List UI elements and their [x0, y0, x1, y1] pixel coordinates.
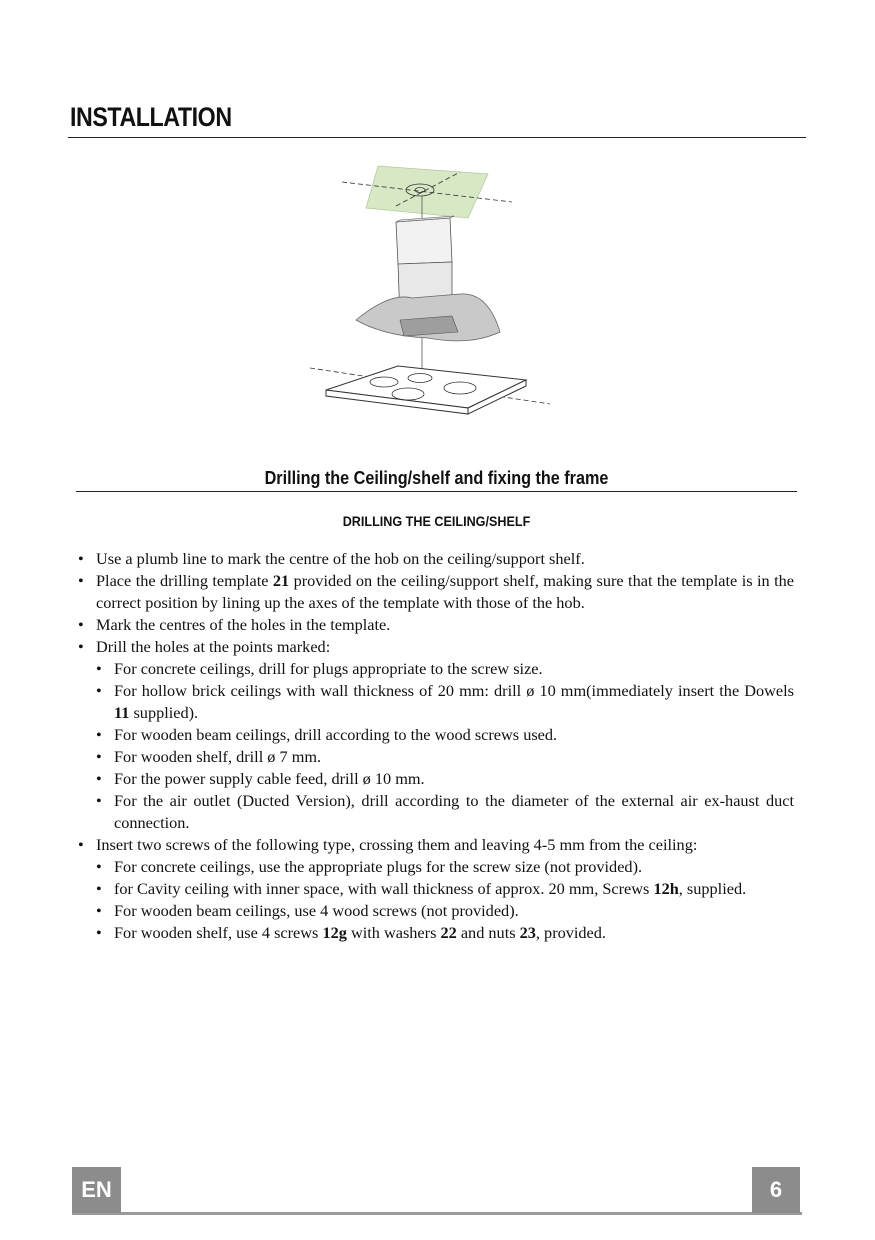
- sub-step-item: • For the air outlet (Ducted Version), drill according to the diameter of the external air ex-haust duct connection.: [96, 790, 794, 834]
- footer-bar: [72, 1212, 802, 1215]
- page-number: 6: [752, 1167, 800, 1213]
- part-number: 12g: [322, 923, 347, 942]
- sub-step-item: • For concrete ceilings, use the appropriate plugs for the screw size (not provided).: [96, 856, 794, 878]
- page-title: INSTALLATION: [70, 102, 232, 132]
- section-subtitle: Drilling the Ceiling/shelf and fixing the frame: [264, 468, 609, 488]
- step-item: • Drill the holes at the points marked: • For concrete ceilings, drill for plugs appropriate to the screw size. • For hollow brick ceilings with wall thickness of 20 mm: drill ø 10 mm(immediately insert the Dowels 11 supplied). • For wooden beam ceilings, drill according to the wood screws used. • For wooden shelf, drill ø 7 mm. • For the power supply cable feed, drill ø 10 mm. • For the air outlet (Ducted Version), drill according to the diameter of the external air ex-haust duct connection.: [78, 636, 794, 834]
- caps-heading: DRILLING THE CEILING/SHELF: [342, 513, 531, 529]
- hob-top: [326, 366, 526, 408]
- sub-step-item: • For the power supply cable feed, drill ø 10 mm.: [96, 768, 794, 790]
- sub-step-item: • For wooden shelf, use 4 screws 12g with washers 22 and nuts 23, provided.: [96, 922, 794, 944]
- sub-step-item: • For wooden shelf, drill ø 7 mm.: [96, 746, 794, 768]
- part-number: 22: [440, 923, 457, 942]
- language-tag: EN: [72, 1167, 121, 1213]
- part-number: 23: [519, 923, 536, 942]
- part-number: 21: [272, 571, 290, 590]
- part-number: 12h: [653, 879, 679, 898]
- step-item: • Mark the centres of the holes in the template.: [78, 614, 794, 636]
- step-item: • Use a plumb line to mark the centre of the hob on the ceiling/support shelf.: [78, 548, 794, 570]
- sub-step-item: • For wooden beam ceilings, drill according to the wood screws used.: [96, 724, 794, 746]
- step-item: • Insert two screws of the following type, crossing them and leaving 4-5 mm from the ceiling: • For concrete ceilings, use the appropriate plugs for the screw size (not provided). • for Cavity ceiling with inner space, with wall thickness of approx. 20 mm, Screws 12h, supplied. • For wooden beam ceilings, use 4 wood screws (not provided). • For wooden shelf, use 4 screws 12g with washers 22 and nuts 23, provided.: [78, 834, 794, 944]
- sub-step-item: • For hollow brick ceilings with wall thickness of 20 mm: drill ø 10 mm(immediately insert the Dowels 11 supplied).: [96, 680, 794, 724]
- instruction-list: [78, 548, 794, 944]
- step-item: • Place the drilling template 21 provided on the ceiling/support shelf, making sure that the template is in the correct position by lining up the axes of the template with those of the hob.: [78, 570, 794, 614]
- hood-installation-illustration: [300, 160, 560, 420]
- subtitle-divider: [76, 491, 797, 492]
- part-number: 11: [114, 703, 130, 722]
- ceiling-panel: [366, 166, 488, 218]
- chimney-upper: [396, 218, 452, 264]
- sub-step-item: • for Cavity ceiling with inner space, with wall thickness of approx. 20 mm, Screws 12h, supplied.: [96, 878, 794, 900]
- sub-step-item: • For concrete ceilings, drill for plugs appropriate to the screw size.: [96, 658, 794, 680]
- title-divider: [68, 137, 806, 138]
- sub-step-item: • For wooden beam ceilings, use 4 wood screws (not provided).: [96, 900, 794, 922]
